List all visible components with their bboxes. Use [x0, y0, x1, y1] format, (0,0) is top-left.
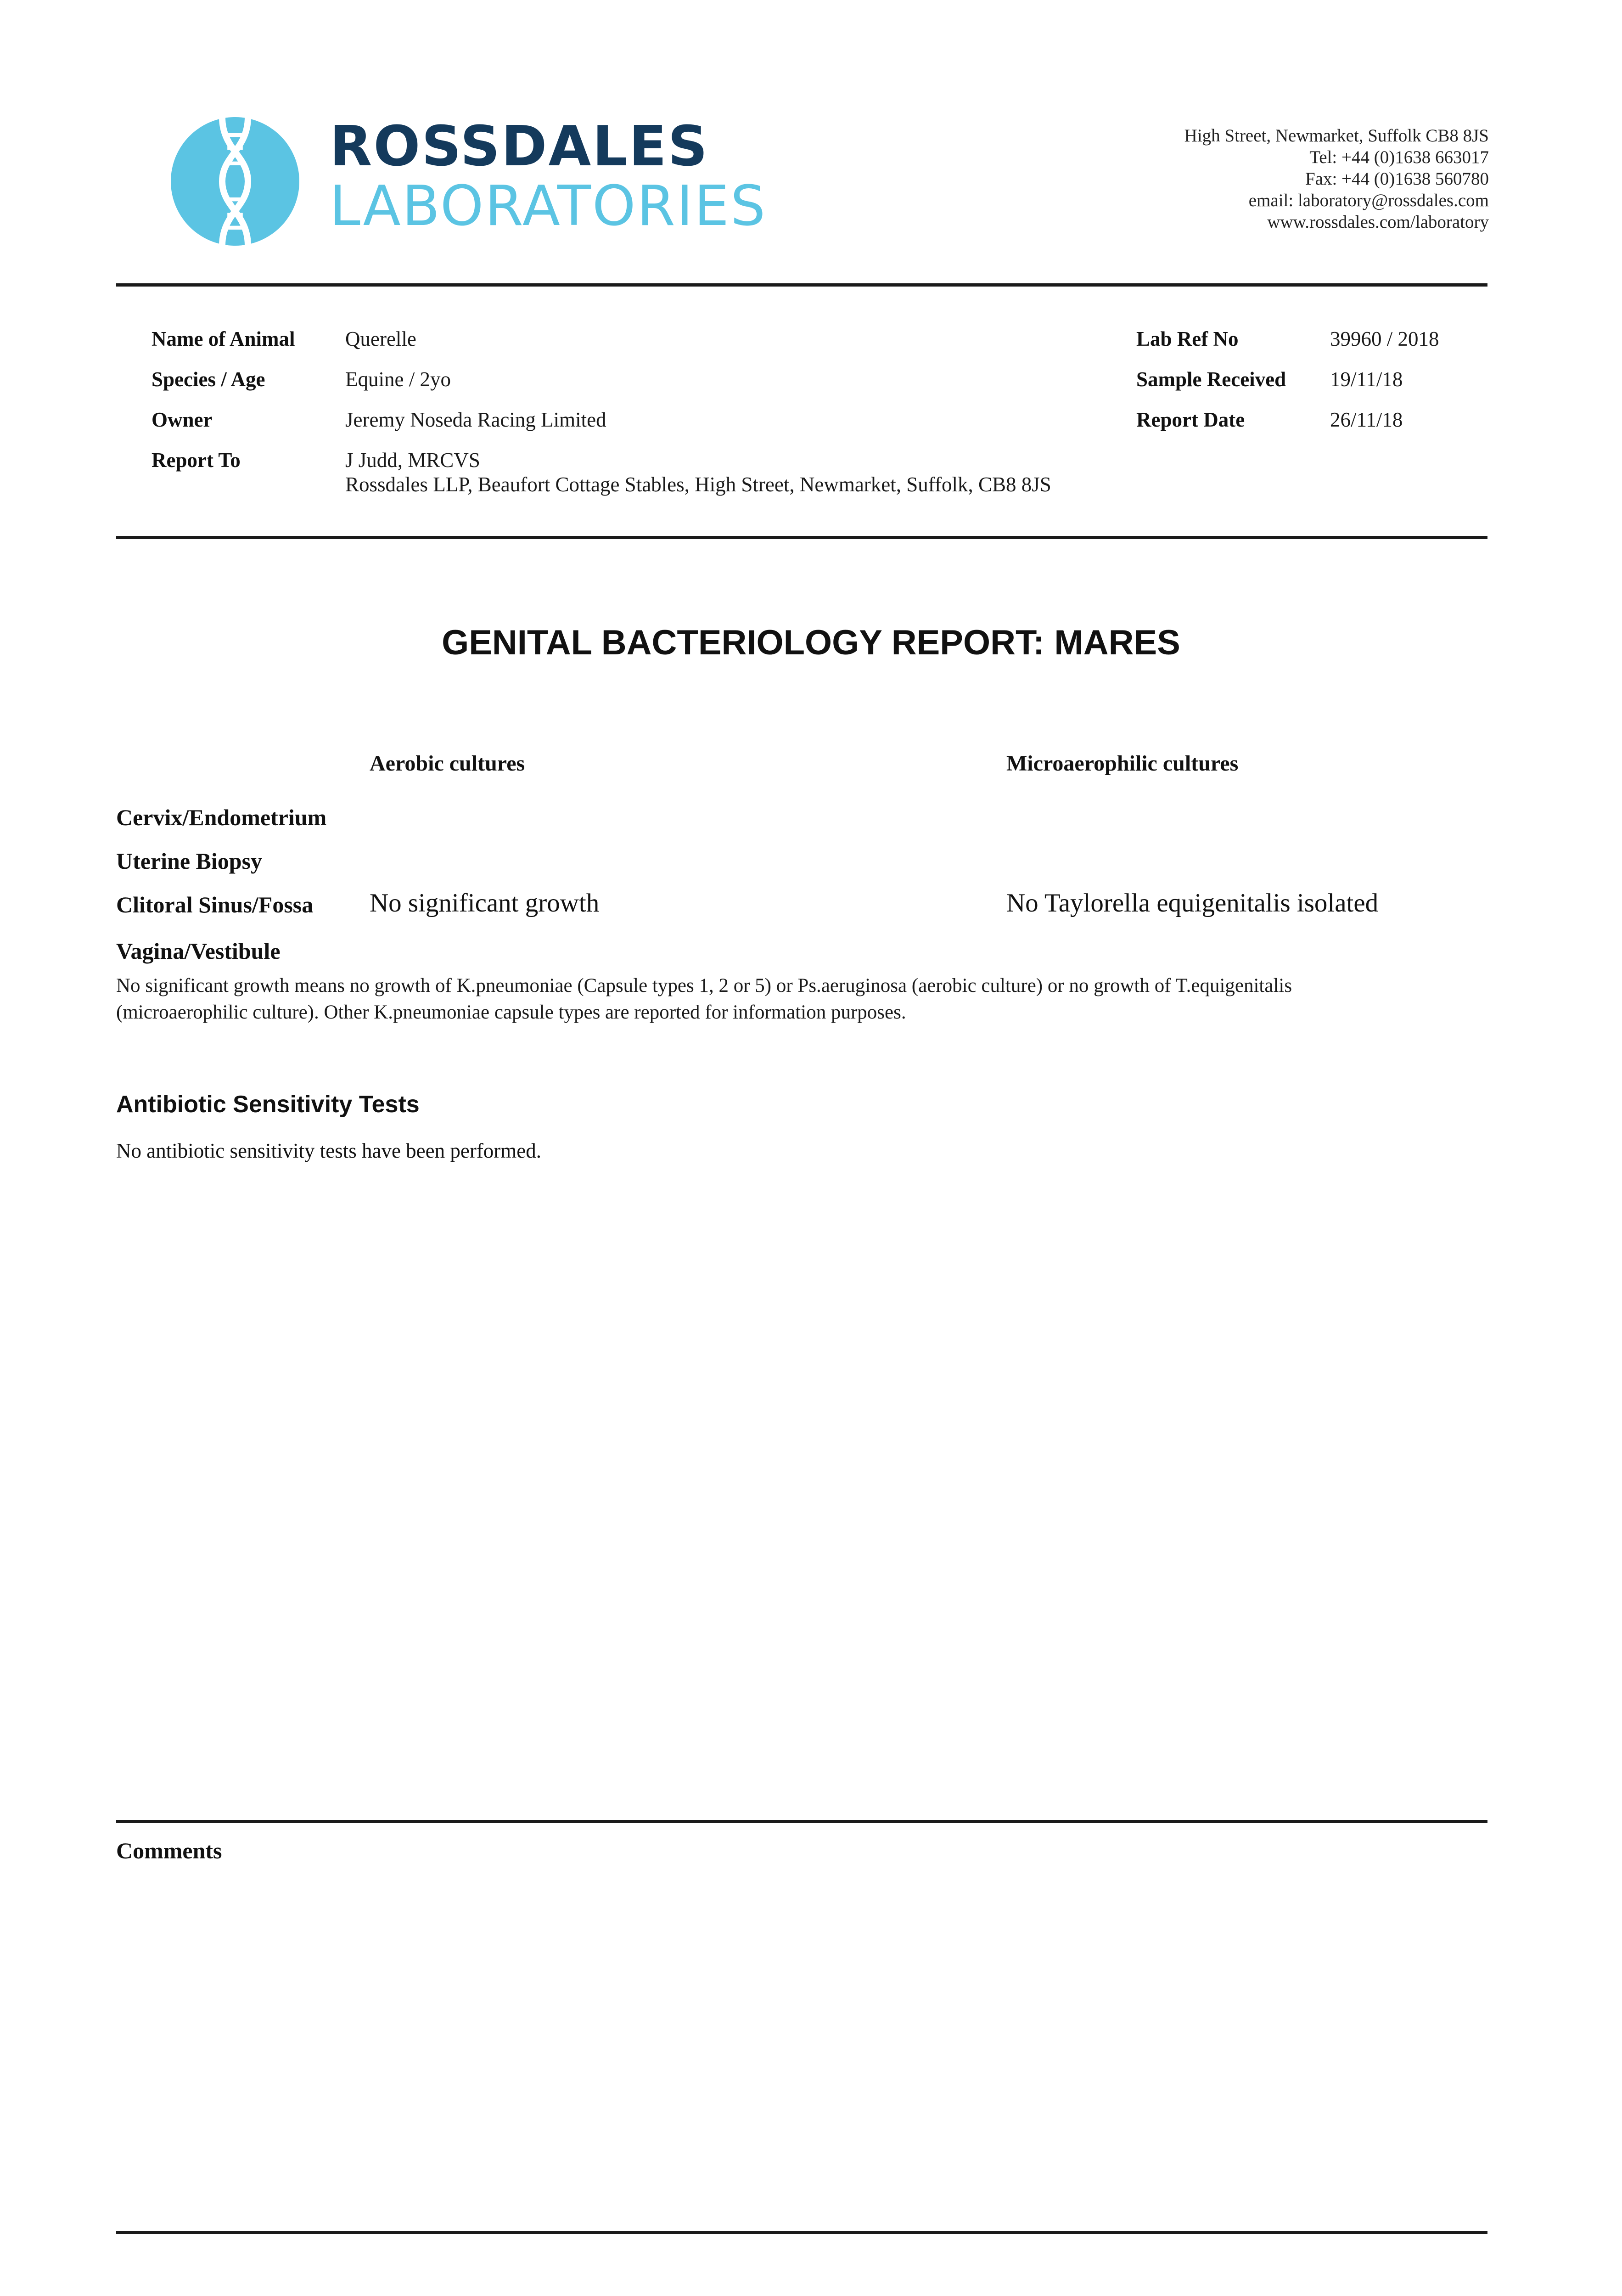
species-label: Species / Age [152, 368, 265, 391]
name-value: Querelle [345, 327, 416, 350]
logo-text-rossdales: ROSSDALES [330, 115, 709, 179]
note-line-1: No significant growth means no growth of K.pneumoniae (Capsule types 1, 2 or 5) or Ps.aeruginosa (aerobic culture) or no growth of T.equigenitalis [116, 975, 1292, 996]
logo-text-laboratories: LABORATORIES [330, 174, 767, 238]
contact-address: High Street, Newmarket, Suffolk CB8 8JS [1184, 126, 1489, 146]
sample-received-value: 19/11/18 [1330, 368, 1403, 391]
row-label-cervix: Cervix/Endometrium [116, 805, 327, 830]
contact-email[interactable]: email: laboratory@rossdales.com [1248, 191, 1489, 210]
sample-received-label: Sample Received [1136, 368, 1286, 391]
report-to-label: Report To [152, 449, 241, 472]
aerobic-column-header: Aerobic cultures [370, 751, 525, 776]
footer-divider [116, 2231, 1487, 2234]
contact-website[interactable]: www.rossdales.com/laboratory [1267, 212, 1489, 232]
row-label-uterine-biopsy: Uterine Biopsy [116, 848, 263, 874]
owner-value: Jeremy Noseda Racing Limited [345, 408, 606, 431]
lab-ref-value: 39960 / 2018 [1330, 327, 1439, 350]
note-line-2: (microaerophilic culture). Other K.pneumoniae capsule types are reported for information purposes. [116, 1002, 906, 1023]
antibiotic-heading: Antibiotic Sensitivity Tests [116, 1091, 420, 1118]
contact-tel: Tel: +44 (0)1638 663017 [1309, 147, 1489, 167]
report-title: GENITAL BACTERIOLOGY REPORT: MARES [442, 623, 1180, 662]
owner-label: Owner [152, 408, 213, 431]
antibiotic-text: No antibiotic sensitivity tests have been performed. [116, 1139, 542, 1162]
comments-heading: Comments [116, 1838, 222, 1863]
name-label: Name of Animal [152, 327, 295, 350]
report-to-line2: Rossdales LLP, Beaufort Cottage Stables, High Street, Newmarket, Suffolk, CB8 8JS [345, 473, 1051, 496]
report-date-label: Report Date [1136, 408, 1245, 431]
contact-fax: Fax: +44 (0)1638 560780 [1305, 169, 1489, 189]
comments-divider [116, 1820, 1487, 1823]
species-value: Equine / 2yo [345, 368, 451, 391]
lab-ref-label: Lab Ref No [1136, 327, 1239, 350]
header-divider [116, 283, 1487, 287]
info-divider [116, 536, 1487, 539]
report-to-line1: J Judd, MRCVS [345, 449, 480, 472]
microaerophilic-column-header: Microaerophilic cultures [1006, 751, 1239, 776]
row-label-vagina: Vagina/Vestibule [116, 938, 281, 964]
results-explanation-note [116, 973, 1489, 1026]
aerobic-result: No significant growth [370, 889, 600, 917]
report-date-value: 26/11/18 [1330, 408, 1403, 431]
row-label-clitoral-sinus: Clitoral Sinus/Fossa [116, 892, 314, 917]
contact-block [1184, 125, 1489, 233]
microaerophilic-result: No Taylorella equigenitalis isolated [1006, 889, 1379, 917]
dna-helix-icon [171, 117, 299, 246]
